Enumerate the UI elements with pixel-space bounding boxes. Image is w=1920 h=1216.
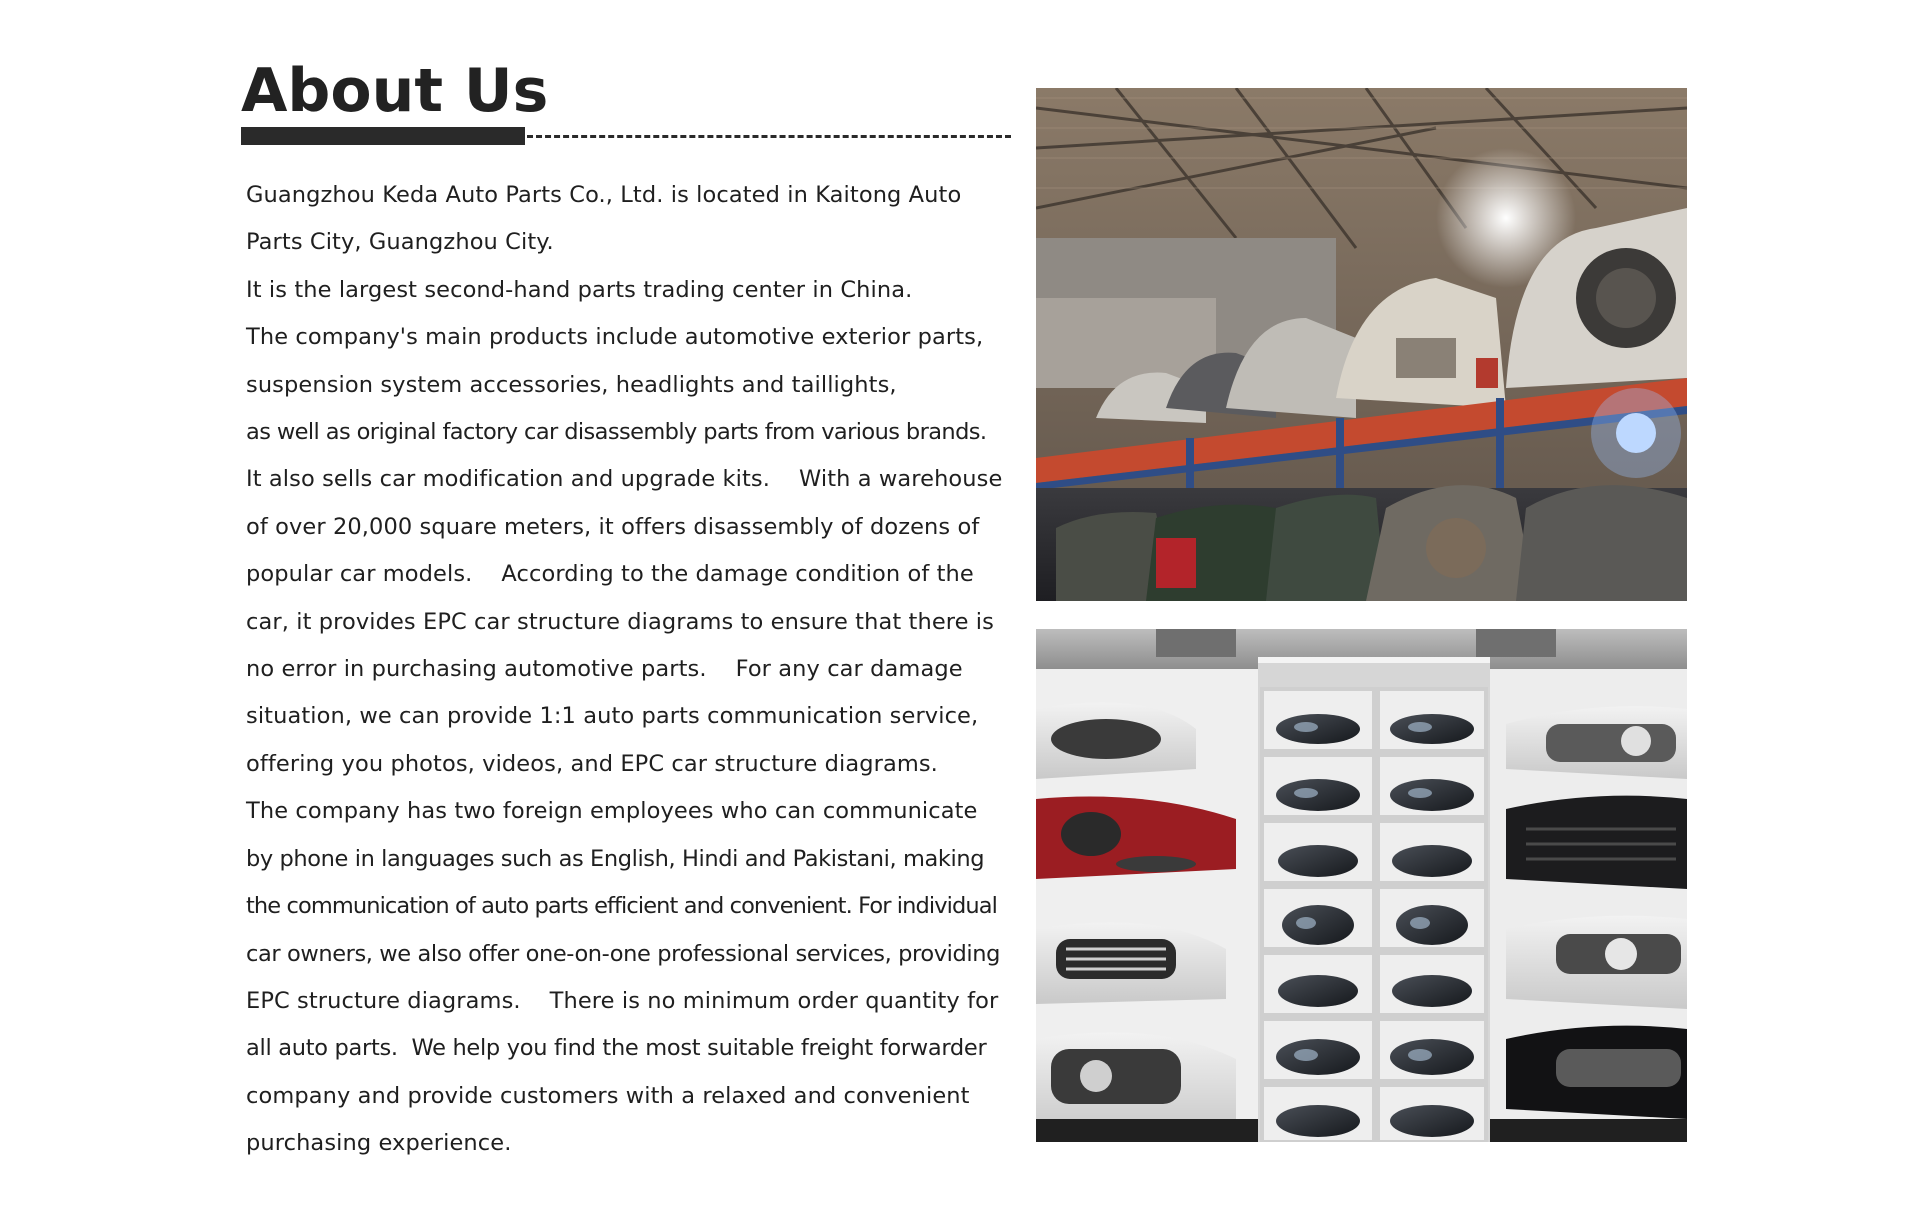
description-line: as well as original factory car disassembly parts from various brands.: [246, 419, 987, 446]
description-line: no error in purchasing automotive parts. For any car damage: [246, 656, 963, 683]
description-line: The company's main products include automotive exterior parts,: [246, 324, 984, 351]
headlights-showroom-photo: [1036, 629, 1687, 1142]
description-line: EPC structure diagrams. There is no minimum order quantity for: [246, 987, 999, 1014]
description-line: suspension system accessories, headlights and taillights,: [246, 371, 897, 398]
warehouse-image: [1036, 88, 1687, 601]
description-line: of over 20,000 square meters, it offers disassembly of dozens of: [246, 513, 980, 540]
description-line: The company has two foreign employees who can communicate: [246, 798, 978, 825]
description-line: It also sells car modification and upgrade kits. With a warehouse: [246, 466, 1003, 493]
description-line: It is the largest second-hand parts trading center in China.: [246, 276, 913, 303]
about-description: [246, 172, 1008, 1168]
description-line: car owners, we also offer one-on-one professional services, providing: [246, 940, 1000, 967]
title-underline-solid: [241, 127, 525, 145]
description-line: the communication of auto parts efficient and convenient. For individual: [246, 893, 997, 920]
description-line: company and provide customers with a relaxed and convenient: [246, 1082, 970, 1109]
title-underline-dashed: [527, 135, 1011, 138]
description-line: purchasing experience.: [246, 1130, 512, 1157]
description-line: Parts City, Guangzhou City.: [246, 229, 554, 256]
description-line: car, it provides EPC car structure diagrams to ensure that there is: [246, 608, 994, 635]
description-line: offering you photos, videos, and EPC car structure diagrams.: [246, 750, 938, 777]
description-line: popular car models. According to the damage condition of the: [246, 561, 974, 588]
page-title: About Us: [241, 56, 549, 126]
headlights-showroom-image: [1036, 629, 1687, 1142]
description-line: Guangzhou Keda Auto Parts Co., Ltd. is located in Kaitong Auto: [246, 182, 962, 208]
description-line: situation, we can provide 1:1 auto parts communication service,: [246, 703, 979, 730]
description-line: by phone in languages such as English, Hindi and Pakistani, making: [246, 845, 985, 872]
description-line: all auto parts. We help you find the most suitable freight forwarder: [246, 1035, 987, 1062]
about-heading-block: [241, 55, 1011, 155]
warehouse-photo: [1036, 88, 1687, 601]
